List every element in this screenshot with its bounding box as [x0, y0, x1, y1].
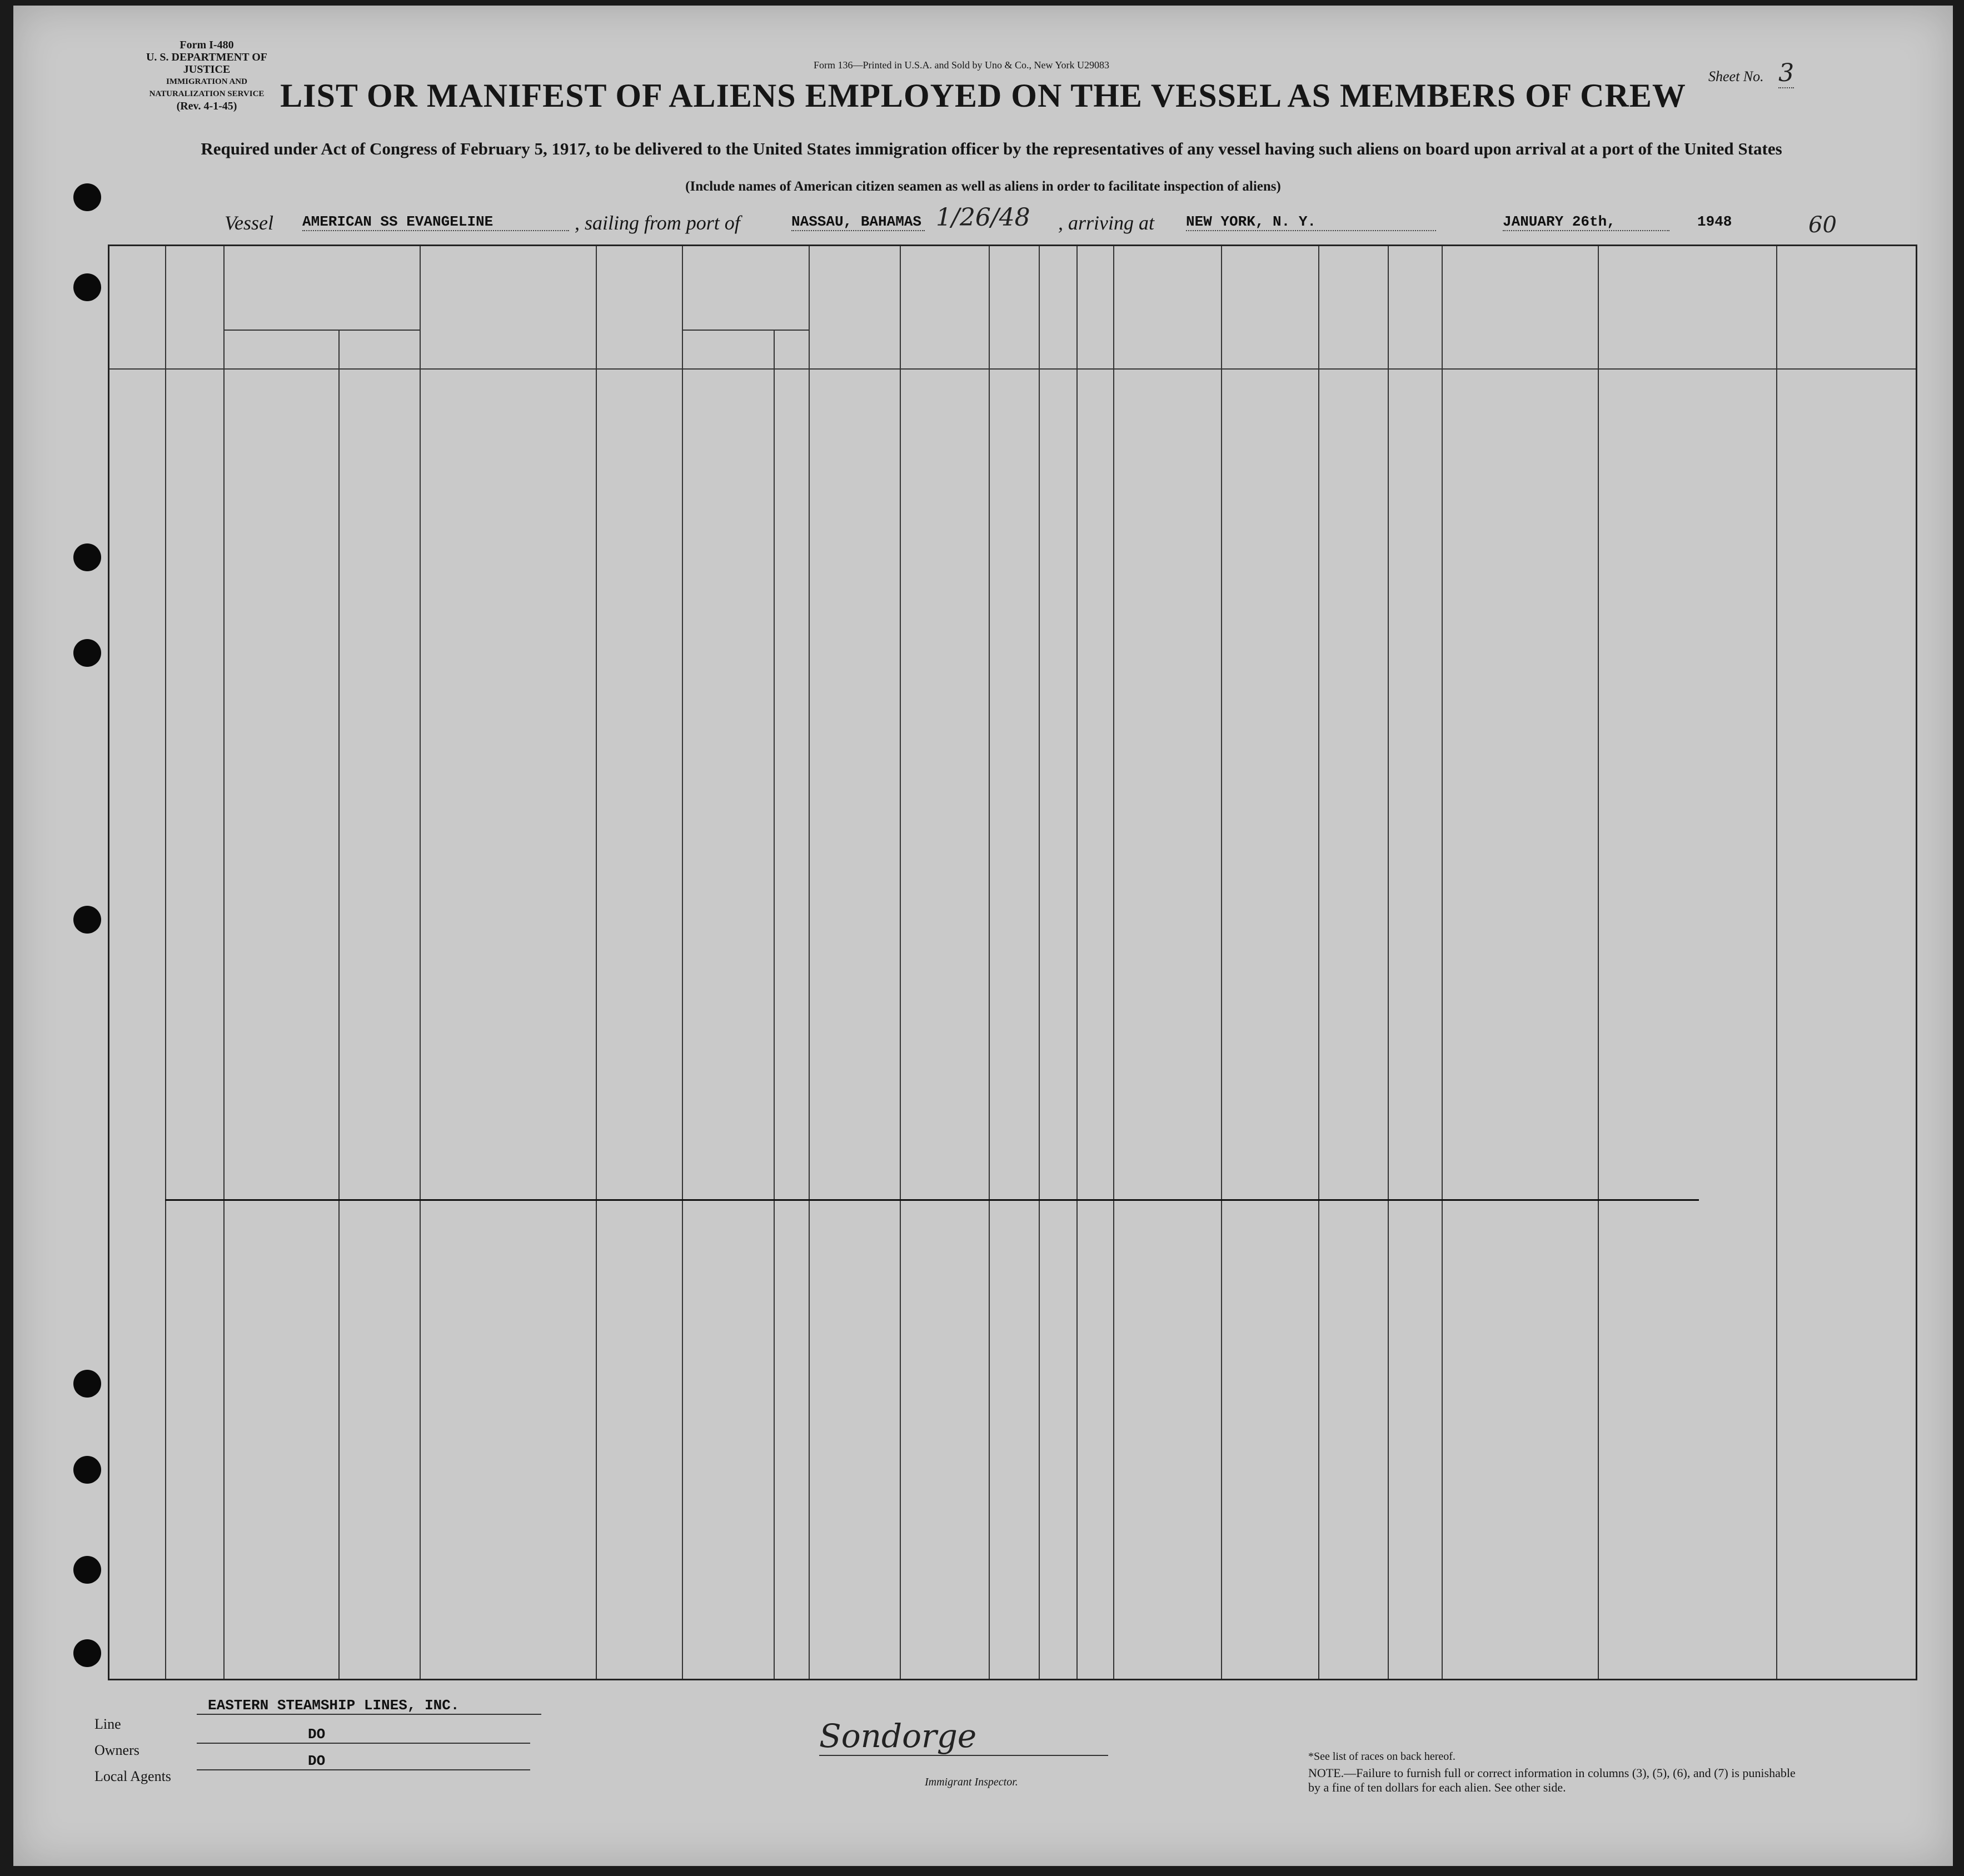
arrival-port: NEW YORK, N. Y.	[1186, 213, 1436, 231]
arrival-date: JANUARY 26th,	[1503, 213, 1669, 231]
page-title: LIST OR MANIFEST OF ALIENS EMPLOYED ON THE VESSEL AS MEMBERS OF CREW	[280, 77, 1686, 114]
owners-label: Owners	[94, 1742, 139, 1758]
punch-hole	[73, 1639, 101, 1667]
column-divider	[682, 246, 683, 1679]
column-divider	[774, 330, 775, 1679]
arrival-year: 1948	[1697, 213, 1732, 230]
column-divider	[165, 246, 166, 1679]
printer-line: Form 136—Printed in U.S.A. and Sold by Uno & Co., New York U29083	[814, 59, 1110, 71]
vessel-name: AMERICAN SS EVANGELINE	[302, 213, 569, 231]
page-number: 60	[1808, 212, 1837, 238]
line-value: EASTERN STEAMSHIP LINES, INC.	[197, 1697, 541, 1715]
sheet-no: 3	[1778, 59, 1794, 87]
header-divider	[109, 368, 1916, 370]
column-divider	[900, 246, 901, 1679]
strike-line	[165, 1199, 1699, 1201]
sailing-label: , sailing from port of	[575, 212, 740, 234]
agents-label: Local Agents	[94, 1768, 171, 1784]
punch-hole	[73, 543, 101, 571]
inspector-signature: Sondorge	[819, 1717, 1108, 1756]
punch-hole	[73, 639, 101, 667]
department: U. S. DEPARTMENT OF JUSTICE	[146, 51, 268, 76]
column-divider	[989, 246, 990, 1679]
column-divider	[809, 246, 810, 1679]
column-divider	[1039, 246, 1040, 1679]
column-divider	[223, 246, 225, 1679]
inspector-label: Immigrant Inspector.	[925, 1776, 1018, 1788]
service: IMMIGRATION AND NATURALIZATION SERVICE	[149, 77, 265, 98]
races-note: *See list of races on back hereof.	[1308, 1750, 1455, 1763]
vessel-label: Vessel	[225, 212, 273, 234]
column-divider	[596, 246, 597, 1679]
requirement-text: Required under Act of Congress of February 5, 1917, to be delivered to the United States immigration officer by the representatives of any vessel having such aliens on board upon arrival at a port of the United States	[201, 139, 1782, 158]
column-divider	[338, 330, 340, 1679]
punch-hole	[73, 273, 101, 301]
fine-note: NOTE.—Failure to furnish full or correct information in columns (3), (5), (6), and (7) is punishable by a fine of ten dollars for each alien. See other side.	[1308, 1766, 1796, 1794]
owners-value: DO	[197, 1726, 530, 1744]
punch-hole	[73, 1370, 101, 1398]
revision: (Rev. 4-1-45)	[176, 100, 237, 112]
punch-hole	[73, 906, 101, 934]
sheet-label: Sheet No.	[1708, 68, 1764, 84]
manifest-table	[108, 245, 1917, 1680]
punch-hole	[73, 1456, 101, 1484]
column-divider	[1318, 246, 1319, 1679]
column-divider	[1388, 246, 1389, 1679]
line-label: Line	[94, 1716, 121, 1732]
column-divider	[1076, 246, 1078, 1679]
column-divider	[1113, 246, 1114, 1679]
column-divider	[1776, 246, 1777, 1679]
column-divider	[1442, 246, 1443, 1679]
manifest-sheet	[13, 6, 1953, 1866]
include-note: (Include names of American citizen seamen as well as aliens in order to facilitate inspection of aliens)	[685, 179, 1281, 194]
arriving-label: , arriving at	[1058, 212, 1155, 234]
form-id: Form I-480	[180, 39, 234, 51]
header-divider	[223, 330, 420, 331]
column-divider	[420, 246, 421, 1679]
column-divider	[1221, 246, 1222, 1679]
agents-value: DO	[197, 1753, 530, 1770]
punch-hole	[73, 1556, 101, 1584]
handwritten-date: 1/26/48	[936, 203, 1030, 232]
sailing-port: NASSAU, BAHAMAS	[791, 213, 925, 231]
column-divider	[1598, 246, 1599, 1679]
header-divider	[682, 330, 809, 331]
